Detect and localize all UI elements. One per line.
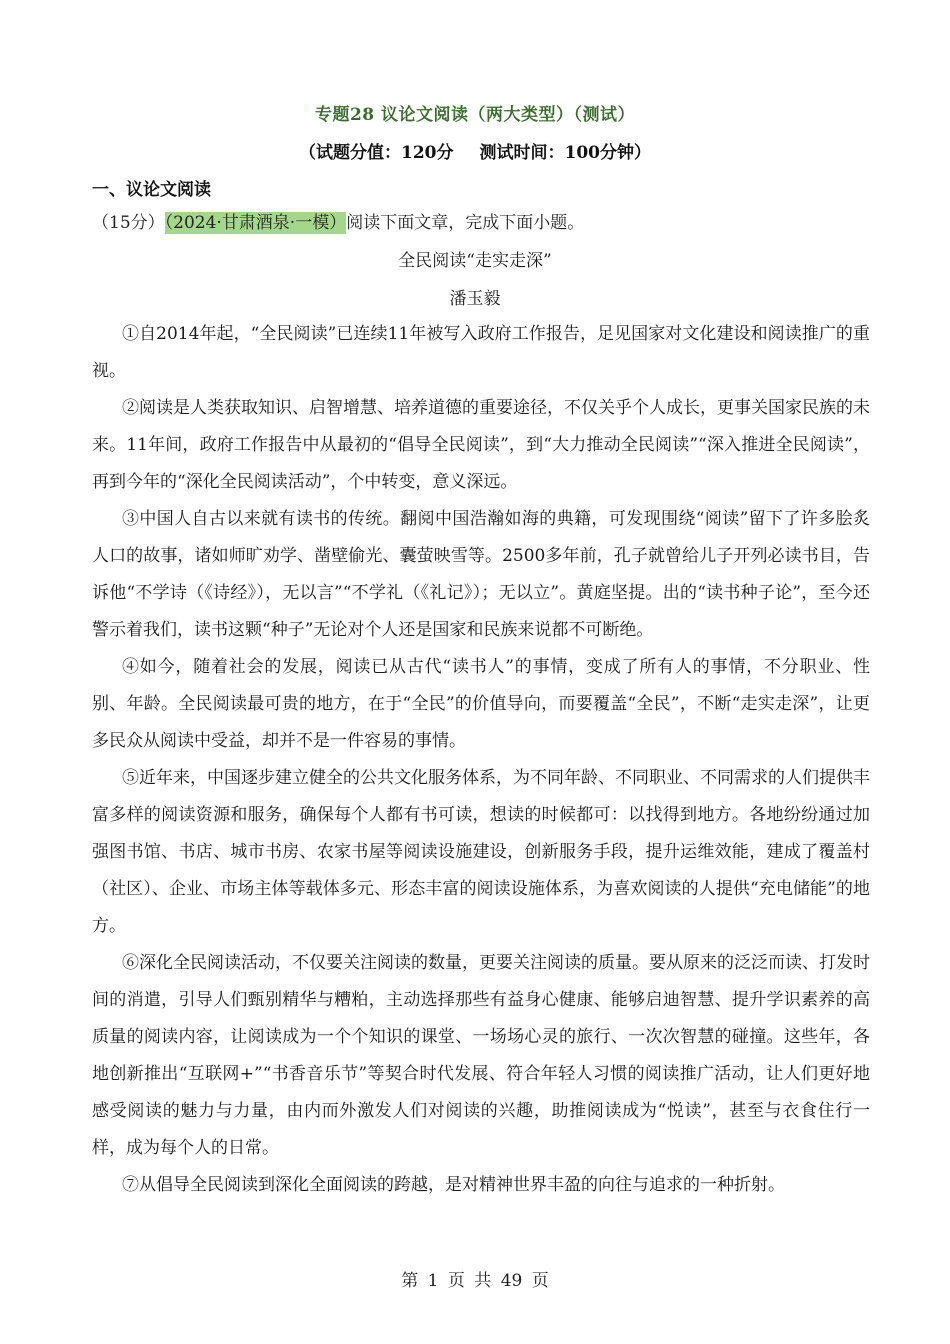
score-info: （试题分值：120分	[299, 143, 454, 163]
essay-body	[92, 316, 870, 1204]
page-footer: 第 1 页 共 49 页	[401, 1271, 549, 1291]
section-heading: 一、议论文阅读	[92, 180, 211, 200]
document-title: 专题28 议论文阅读（两大类型）（测试）	[314, 105, 636, 125]
essay-title: 全民阅读“走实走深”	[398, 251, 552, 271]
test-info	[0, 138, 950, 163]
paragraph-5: ⑤近年来，中国逐步建立健全的公共文化服务体系，为不同年龄、不同职业、不同需求的人们提供丰富多样的阅读资源和服务，确保每个人都有书可读，想读的时候都可：以找得到地方。各地纷纷通过加强图书馆、书店、城市书房、农家书屋等阅读设施建设，创新服务手段，提升运维效能，建成了覆盖村（社区）、企业、市场主体等载体多元、形态丰富的阅读设施体系，为喜欢阅读的人提供“充电储能”的地方。	[92, 768, 870, 936]
paragraph-4: ④如今，随着社会的发展，阅读已从古代“读书人”的事情，变成了所有人的事情，不分职业、性别、年龄。全民阅读最可贵的地方，在于“全民”的价值导向，而要覆盖“全民”，不断“走实走深”，让更多民众从阅读中受益，却并不是一件容易的事情。	[92, 657, 870, 751]
question-source-highlight: （2024·甘肃酒泉·一模）	[164, 213, 347, 233]
time-info: 测试时间：100分钟）	[479, 143, 651, 163]
question-instruction: 阅读下面文章，完成下面小题。	[346, 213, 585, 233]
paragraph-6: ⑥深化全民阅读活动，不仅要关注阅读的数量，更要关注阅读的质量。要从原来的泛泛而读、打发时间的消遣，引导人们甄别精华与糟粕，主动选择那些有益身心健康、能够启迪智慧、提升学识素养的高质量的阅读内容，让阅读成为一个个知识的课堂、一场场心灵的旅行、一次次智慧的碰撞。这些年，各地创新推出“互联网+”“书香音乐节”等契合时代发展、符合年轻人习惯的阅读推广活动，让人们更好地感受阅读的魅力与力量，由内而外激发人们对阅读的兴趣，助推阅读成为“悦读”，甚至与衣食住行一样，成为每个人的日常。	[92, 953, 870, 1158]
paragraph-1: ①自2014年起，“全民阅读”已连续11年被写入政府工作报告，足见国家对文化建设和阅读推广的重视。	[92, 324, 870, 381]
question-points: （15分）	[92, 213, 165, 233]
essay-author: 潘玉毅	[449, 289, 501, 309]
question-line	[92, 208, 584, 233]
paragraph-3: ③中国人自古以来就有读书的传统。翻阅中国浩瀚如海的典籍，可发现围绕“阅读”留下了许多脍炙人口的故事，诸如师旷劝学、凿壁偷光、囊萤映雪等。2500多年前，孔子就曾给儿子开列必读书目，告诉他“不学诗（《诗经》），无以言”“不学礼（《礼记》）；无以立”。黄庭坚提。出的“读书种子论”，至今还警示着我们，读书这颗“种子”无论对个人还是国家和民族来说都不可断绝。	[92, 509, 870, 640]
paragraph-7: ⑦从倡导全民阅读到深化全面阅读的跨越，是对精神世界丰盈的向往与追求的一种折射。	[122, 1175, 785, 1195]
paragraph-2: ②阅读是人类获取知识、启智增慧、培养道德的重要途径，不仅关乎个人成长，更事关国家民族的未来。11年间，政府工作报告中从最初的“倡导全民阅读”，到“大力推动全民阅读”“深入推进全民阅读”，再到今年的“深化全民阅读活动”，个中转变，意义深远。	[92, 398, 870, 492]
